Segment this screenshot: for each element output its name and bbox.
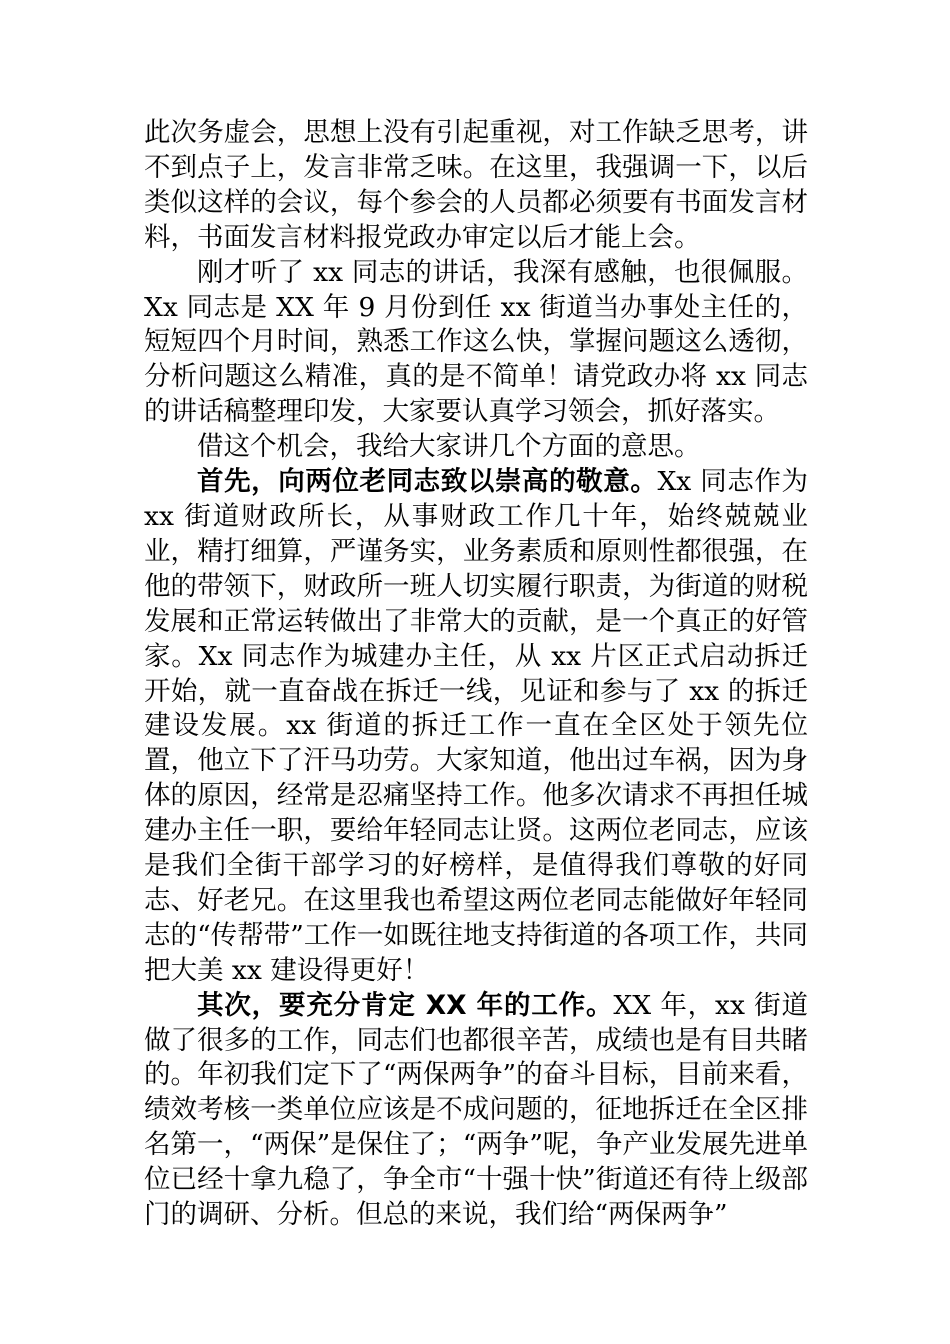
paragraph-4 — [144, 465, 808, 989]
paragraph-5-text: XX 年，xx 街道做了很多的工作，同志们也都很辛苦，成绩也是有目共睹的。年初我们定下了“两保两争”的奋斗目标，目前来看，绩效考核一类单位应该是不成问题的，征地拆迁在全区排名第一，“两保”是保住了；“两争”呢，争产业发展先进单位已经十拿九稳了，争全市“十强十快”街道还有待上级部门的调研、分析。但总的来说，我们给“两保两争” — [144, 989, 808, 1231]
paragraph-4-heading: 首先，向两位老同志致以崇高的敬意。 — [197, 466, 658, 498]
paragraph-4-text: Xx 同志作为 xx 街道财政所长，从事财政工作几十年，始终兢兢业业，精打细算，严谨务实，业务素质和原则性都很强，在他的带领下，财政所一班人切实履行职责，为街道的财税发展和正常运转做出了非常大的贡献，是一个真正的好管家。Xx 同志作为城建办主任，从 xx 片区正式启动拆迁开始，就一直奋战在拆迁一线，见证和参与了 xx 的拆迁建设发展。xx 街道的拆迁工作一直在全区处于领先位置，他立下了汗马功劳。大家知道，他出过车祸，因为身体的原因，经常是忍痛坚持工作。他多次请求不再担任城建办主任一职，要给年轻同志让贤。这两位老同志，应该是我们全街干部学习的好榜样，是值得我们尊敬的好同志、好老兄。在这里我也希望这两位老同志能做好年轻同志的“传帮带”工作一如既往地支持街道的各项工作，共同把大美 xx 建设得更好！ — [144, 466, 809, 986]
paragraph-3-text: 借这个机会，我给大家讲几个方面的意思。 — [197, 431, 701, 463]
paragraph-1-text: 此次务虚会，思想上没有引起重视，对工作缺乏思考，讲不到点子上，发言非常乏味。在这里，我强调一下，以后类似这样的会议，每个参会的人员都必须要有书面发言材料，书面发言材料报党政办审定以后才能上会。 — [144, 117, 808, 253]
paragraph-5 — [144, 989, 808, 1233]
paragraph-1 — [144, 116, 808, 256]
paragraph-2-text: 刚才听了 xx 同志的讲话，我深有感触，也很佩服。Xx 同志是 XX 年 9 月份到任 xx 街道当办事处主任的，短短四个月时间，熟悉工作这么快，掌握问题这么透彻，分析问题这么精准，真的是不简单！请党政办将 xx 同志的讲话稿整理印发，大家要认真学习领会，抓好落实。 — [144, 256, 808, 428]
paragraph-2 — [144, 256, 808, 431]
paragraph-5-heading: 其次，要充分肯定 XX 年的工作。 — [197, 989, 614, 1021]
paragraph-3 — [144, 430, 808, 465]
document-body — [144, 116, 808, 1233]
